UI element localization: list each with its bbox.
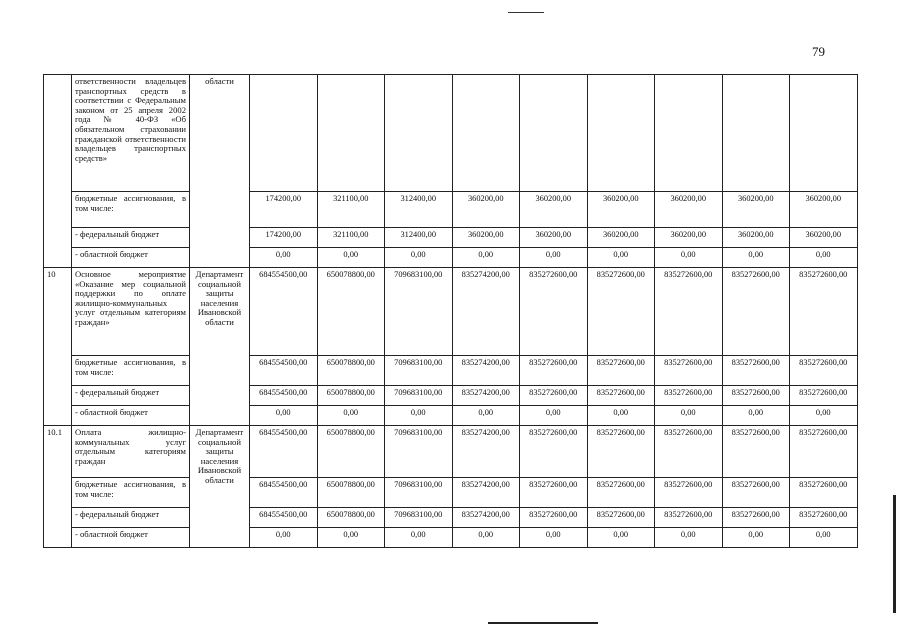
value-cell: 835272600,00 — [655, 386, 723, 406]
value-cell: 835272600,00 — [722, 426, 790, 478]
value-cell: 835272600,00 — [655, 426, 723, 478]
value-cell: 312400,00 — [385, 228, 453, 248]
value-cell: 835272600,00 — [587, 478, 655, 508]
value-cell: 360200,00 — [790, 192, 858, 228]
value-cell: 835272600,00 — [790, 356, 858, 386]
value-cell: 835272600,00 — [520, 268, 588, 356]
row-number-cell: 10 — [44, 268, 72, 426]
table-row — [44, 478, 858, 508]
value-cell: 650078800,00 — [317, 268, 385, 356]
value-cell: 0,00 — [587, 248, 655, 268]
table-row — [44, 406, 858, 426]
table-row — [44, 528, 858, 548]
scan-edge-bar — [893, 495, 896, 613]
value-cell: 709683100,00 — [385, 386, 453, 406]
value-cell: 835272600,00 — [655, 478, 723, 508]
table-row — [44, 192, 858, 228]
value-cell: 0,00 — [722, 406, 790, 426]
value-cell: 360200,00 — [587, 192, 655, 228]
value-cell: 835272600,00 — [790, 508, 858, 528]
value-cell: 360200,00 — [452, 192, 520, 228]
table-row — [44, 268, 858, 356]
value-cell: 0,00 — [722, 248, 790, 268]
value-cell: 0,00 — [790, 528, 858, 548]
value-cell: 0,00 — [520, 248, 588, 268]
executor-cell: Департамент социальной защиты населения Ивановской области — [190, 268, 250, 426]
value-cell: 709683100,00 — [385, 478, 453, 508]
value-cell: 835274200,00 — [452, 478, 520, 508]
row-number-cell — [44, 75, 72, 268]
row-number-cell: 10.1 — [44, 426, 72, 548]
value-cell: 0,00 — [790, 248, 858, 268]
value-cell: 650078800,00 — [317, 356, 385, 386]
row-label: бюджетные ассигнования, в том числе: — [72, 192, 190, 228]
value-cell: 684554500,00 — [250, 478, 318, 508]
value-cell: 360200,00 — [722, 228, 790, 248]
value-cell: 0,00 — [250, 406, 318, 426]
value-cell: 650078800,00 — [317, 478, 385, 508]
scan-mark-top — [508, 12, 544, 13]
value-cell: 709683100,00 — [385, 426, 453, 478]
value-cell: 709683100,00 — [385, 508, 453, 528]
value-cell: 835274200,00 — [452, 426, 520, 478]
row-label: бюджетные ассигнования, в том числе: — [72, 478, 190, 508]
value-cell: 321100,00 — [317, 228, 385, 248]
value-cell: 0,00 — [385, 528, 453, 548]
value-cell: 0,00 — [655, 406, 723, 426]
value-cell: 650078800,00 — [317, 386, 385, 406]
row-label: - областной бюджет — [72, 248, 190, 268]
value-cell: 835272600,00 — [655, 268, 723, 356]
value-cell: 835272600,00 — [655, 356, 723, 386]
value-cell: 684554500,00 — [250, 386, 318, 406]
value-cell: 709683100,00 — [385, 268, 453, 356]
value-cell: 0,00 — [722, 528, 790, 548]
value-cell: 835272600,00 — [587, 386, 655, 406]
value-cell: 835274200,00 — [452, 356, 520, 386]
value-cell: 360200,00 — [520, 228, 588, 248]
executor-cell: области — [190, 75, 250, 268]
value-cell: 835272600,00 — [655, 508, 723, 528]
value-cell: 684554500,00 — [250, 426, 318, 478]
value-cell: 0,00 — [317, 528, 385, 548]
value-cell: 312400,00 — [385, 192, 453, 228]
value-cell: 835272600,00 — [722, 508, 790, 528]
value-cell: 0,00 — [385, 406, 453, 426]
value-cell: 360200,00 — [722, 192, 790, 228]
value-cell: 0,00 — [250, 528, 318, 548]
table-row — [44, 75, 858, 192]
value-cell: 0,00 — [520, 406, 588, 426]
value-cell: 835274200,00 — [452, 268, 520, 356]
value-cell: 360200,00 — [655, 192, 723, 228]
value-cell: 684554500,00 — [250, 508, 318, 528]
value-cell: 0,00 — [317, 248, 385, 268]
value-cell: 0,00 — [385, 248, 453, 268]
executor-cell: Департамент социальной защиты населения Ивановской области — [190, 426, 250, 548]
value-cell: 360200,00 — [655, 228, 723, 248]
value-cell: 0,00 — [452, 406, 520, 426]
value-cell: 360200,00 — [452, 228, 520, 248]
value-cell: 835272600,00 — [790, 426, 858, 478]
value-cell: 835272600,00 — [722, 356, 790, 386]
row-label: - федеральный бюджет — [72, 508, 190, 528]
value-cell: 174200,00 — [250, 192, 318, 228]
value-cell: 0,00 — [790, 406, 858, 426]
value-cell: 835272600,00 — [587, 356, 655, 386]
value-cell: 0,00 — [317, 406, 385, 426]
value-cell: 835272600,00 — [587, 268, 655, 356]
value-cell: 835272600,00 — [790, 386, 858, 406]
table-row — [44, 426, 858, 478]
page-number: 79 — [812, 44, 825, 59]
table-row — [44, 356, 858, 386]
value-cell: 321100,00 — [317, 192, 385, 228]
value-cell: 650078800,00 — [317, 426, 385, 478]
table-row — [44, 508, 858, 528]
value-cell: 835272600,00 — [722, 478, 790, 508]
value-cell: 835272600,00 — [520, 356, 588, 386]
value-cell: 835272600,00 — [722, 386, 790, 406]
measure-description: ответственности владельцев транспортных средств в соответствии с Федеральным законом от 25 апреля 2002 года № 40-ФЗ «Об обязательном страховании гражданской ответственности владельцев транспортных средств» — [72, 75, 190, 192]
value-cell: 835274200,00 — [452, 508, 520, 528]
value-cell: 835274200,00 — [452, 386, 520, 406]
value-cell: 684554500,00 — [250, 268, 318, 356]
row-label: - областной бюджет — [72, 528, 190, 548]
value-cell: 0,00 — [452, 248, 520, 268]
value-cell: 835272600,00 — [520, 426, 588, 478]
value-cell: 835272600,00 — [520, 508, 588, 528]
table-row — [44, 386, 858, 406]
value-cell: 360200,00 — [790, 228, 858, 248]
value-cell: 174200,00 — [250, 228, 318, 248]
measure-description: Основное мероприятие «Оказание мер социальной поддержки по оплате жилищно-коммунальных услуг отдельным категориям граждан» — [72, 268, 190, 356]
value-cell: 0,00 — [250, 248, 318, 268]
scan-mark-bottom — [488, 622, 598, 624]
value-cell: 650078800,00 — [317, 508, 385, 528]
value-cell: 709683100,00 — [385, 356, 453, 386]
table-row — [44, 248, 858, 268]
value-cell: 835272600,00 — [790, 478, 858, 508]
value-cell: 835272600,00 — [520, 478, 588, 508]
table-row — [44, 228, 858, 248]
value-cell: 0,00 — [655, 248, 723, 268]
value-cell: 0,00 — [452, 528, 520, 548]
value-cell: 0,00 — [520, 528, 588, 548]
value-cell: 360200,00 — [587, 228, 655, 248]
value-cell: 0,00 — [655, 528, 723, 548]
value-cell: 835272600,00 — [587, 508, 655, 528]
row-label: - федеральный бюджет — [72, 228, 190, 248]
value-cell: 360200,00 — [520, 192, 588, 228]
budget-table — [43, 74, 858, 548]
value-cell: 835272600,00 — [587, 426, 655, 478]
measure-description: Оплата жилищно-коммунальных услуг отдельным категориям граждан — [72, 426, 190, 478]
value-cell: 0,00 — [587, 406, 655, 426]
value-cell: 0,00 — [587, 528, 655, 548]
row-label: - федеральный бюджет — [72, 386, 190, 406]
value-cell: 835272600,00 — [722, 268, 790, 356]
row-label: бюджетные ассигнования, в том числе: — [72, 356, 190, 386]
row-label: - областной бюджет — [72, 406, 190, 426]
value-cell: 684554500,00 — [250, 356, 318, 386]
value-cell: 835272600,00 — [520, 386, 588, 406]
value-cell: 835272600,00 — [790, 268, 858, 356]
